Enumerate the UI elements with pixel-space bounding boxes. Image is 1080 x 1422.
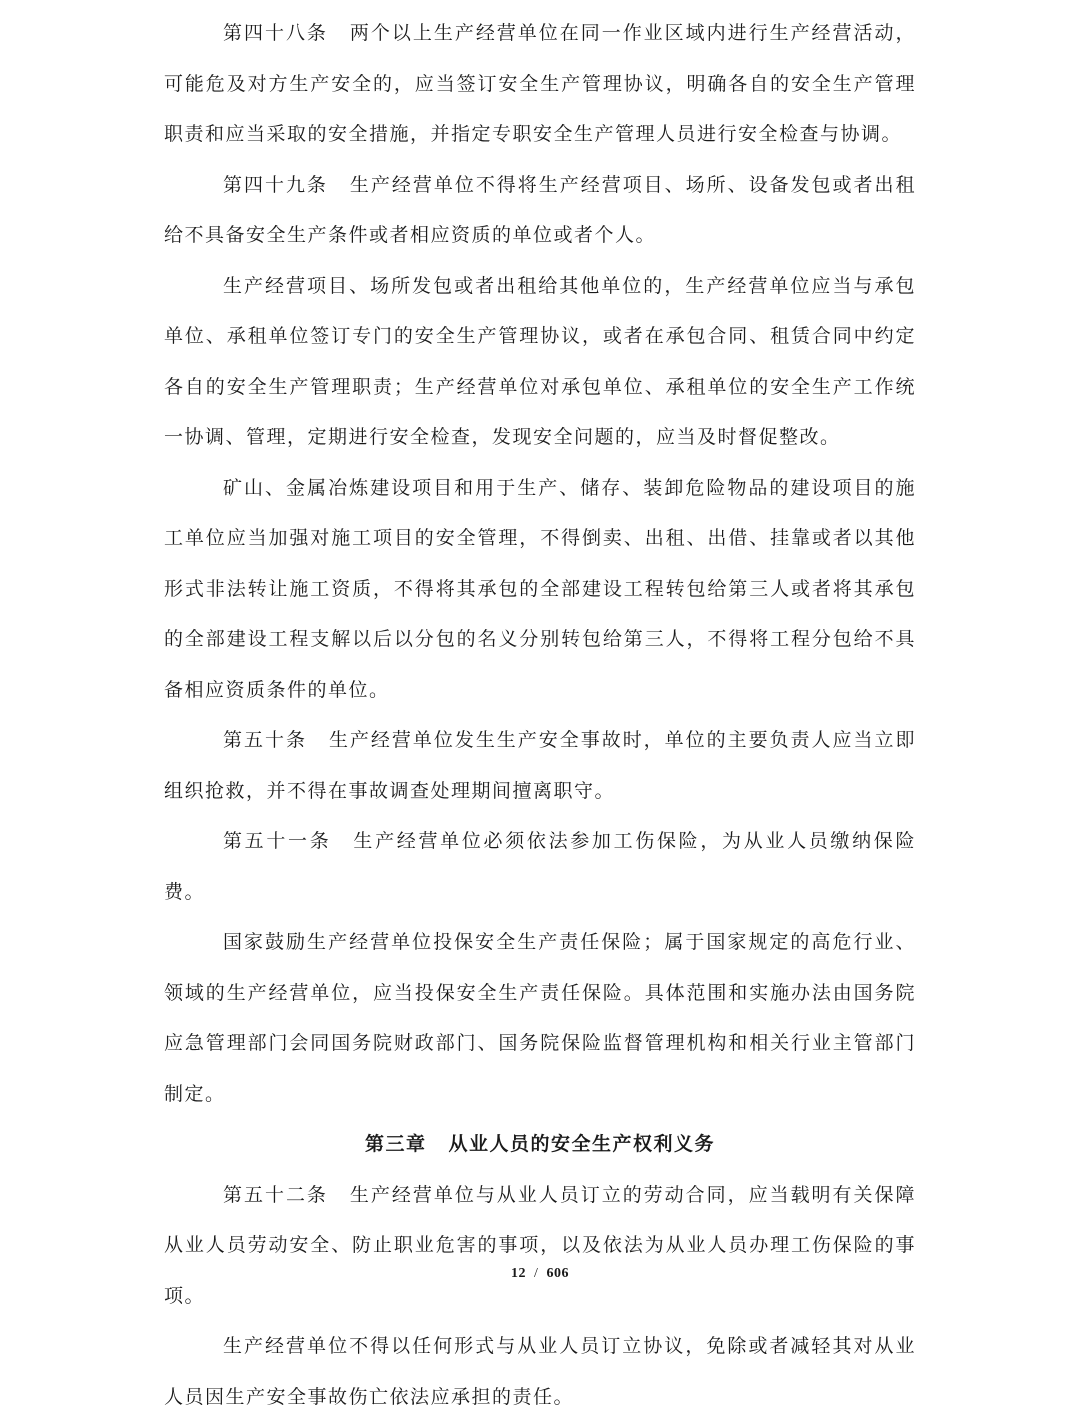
article-number: 第五十一条: [223, 830, 332, 852]
paragraph-text: 矿山、金属冶炼建设项目和用于生产、储存、装卸危险物品的建设项目的施工单位应当加强对施工项目的安全管理，不得倒卖、出租、出借、挂靠或者以其他形式非法转让施工资质，不得将其承包的全部建设工程转包给第三人或者将其承包的全部建设工程支解以后以分包的名义分别转包给第三人，不得将工程分包给不具备相应资质条件的单位。: [164, 476, 916, 701]
article-48-paragraph: [164, 8, 916, 160]
paragraph-text: 生产经营单位不得将生产经营项目、场所、设备发包或者出租给不具备安全生产条件或者相应资质的单位或者个人。: [164, 173, 916, 246]
article-number: 第五十二条: [223, 1183, 328, 1206]
article-52-paragraph-2: [164, 1321, 916, 1422]
paragraph-text: 生产经营单位与从业人员订立的劳动合同，应当载明有关保障从业人员劳动安全、防止职业危害的事项，以及依法为从业人员办理工伤保险的事项。: [164, 1183, 916, 1307]
document-body: [164, 8, 916, 1422]
chapter-title: 从业人员的安全生产权利义务: [448, 1133, 716, 1155]
article-number: 第五十条: [223, 729, 307, 751]
total-page-count: 606: [546, 1266, 569, 1281]
article-49-paragraph-2: [164, 261, 916, 463]
paragraph-text: 生产经营单位不得以任何形式与从业人员订立协议，免除或者减轻其对从业人员因生产安全事故伤亡依法应承担的责任。: [164, 1335, 916, 1408]
current-page-number: 12: [511, 1266, 527, 1281]
article-49-paragraph-3: [164, 463, 916, 716]
article-number: 第四十八条: [223, 22, 328, 44]
page-number-footer: [0, 1266, 1080, 1282]
article-49-paragraph: [164, 160, 916, 261]
article-51-paragraph-2: [164, 917, 916, 1119]
chapter-heading: [164, 1119, 916, 1170]
paragraph-text: 国家鼓励生产经营单位投保安全生产责任保险；属于国家规定的高危行业、领域的生产经营单位，应当投保安全生产责任保险。具体范围和实施办法由国务院应急管理部门会同国务院财政部门、国务院保险监督管理机构和相关行业主管部门制定。: [164, 931, 916, 1105]
paragraph-text: 两个以上生产经营单位在同一作业区域内进行生产经营活动，可能危及对方生产安全的，应当签订安全生产管理协议，明确各自的安全生产管理职责和应当采取的安全措施，并指定专职安全生产管理人员进行安全检查与协调。: [164, 22, 916, 145]
article-52-paragraph: [164, 1170, 916, 1322]
chapter-number: 第三章: [364, 1133, 427, 1155]
page-separator: /: [534, 1266, 539, 1281]
paragraph-text: 生产经营单位必须依法参加工伤保险，为从业人员缴纳保险费。: [164, 830, 916, 903]
article-50-paragraph: [164, 715, 916, 816]
article-number: 第四十九条: [223, 173, 328, 196]
paragraph-text: 生产经营项目、场所发包或者出租给其他单位的，生产经营单位应当与承包单位、承租单位签订专门的安全生产管理协议，或者在承包合同、租赁合同中约定各自的安全生产管理职责；生产经营单位对承包单位、承租单位的安全生产工作统一协调、管理，定期进行安全检查，发现安全问题的，应当及时督促整改。: [164, 274, 916, 448]
paragraph-text: 生产经营单位发生生产安全事故时，单位的主要负责人应当立即组织抢救，并不得在事故调查处理期间擅离职守。: [164, 729, 916, 802]
article-51-paragraph: [164, 816, 916, 917]
